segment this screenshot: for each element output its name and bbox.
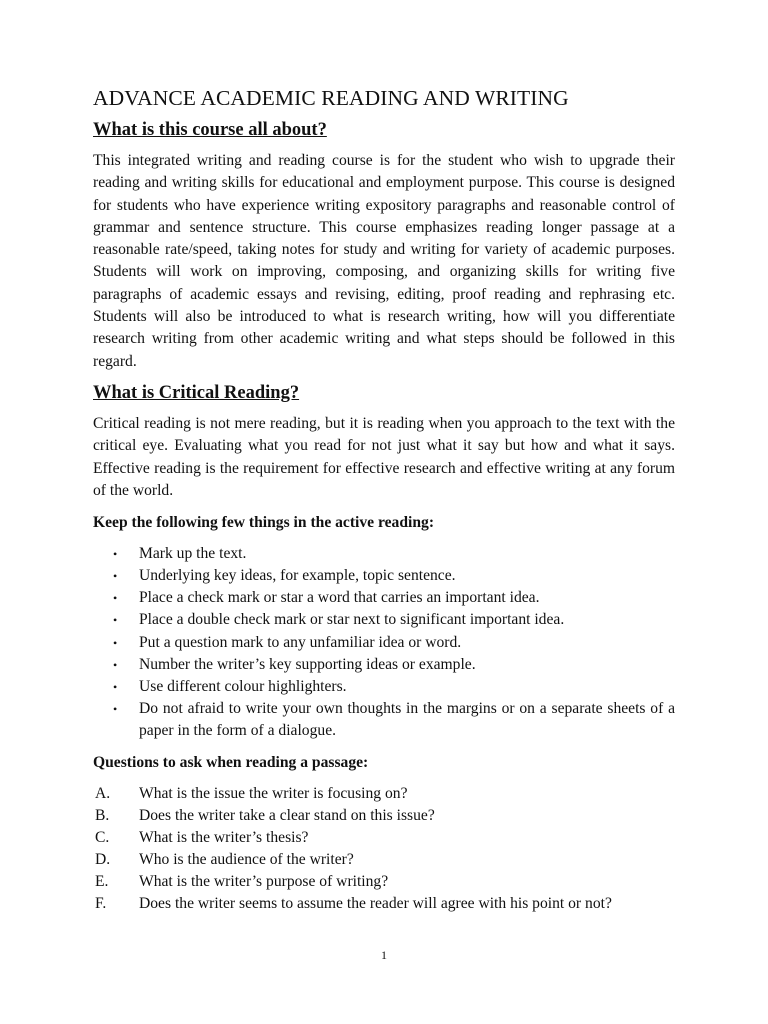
question-label: C. xyxy=(95,829,110,847)
list-item-text: Mark up the text. xyxy=(139,545,247,563)
bullet-icon: • xyxy=(113,679,118,694)
course-description-paragraph: This integrated writing and reading course is for the student who wish to upgrade their reading and writing skills for educational and employment purpose. This course is designed for students who have experience writing expository paragraphs and reasonable control of grammar and sentence structure. This course emphasizes reading longer passage at a reasonable rate/speed, taking notes for study and writing for variety of academic purposes. Students will work on improving, composing, and organizing skills for writing five paragraphs of academic essays and revising, editing, proof reading and rephrasing etc. Students will also be introduced to what is research writing, how will you differentiate research writing from other academic writing and what steps should be followed in this regard. xyxy=(93,152,675,370)
list-item xyxy=(93,698,675,742)
list-item-text: Place a double check mark or star next to significant important idea. xyxy=(139,611,565,629)
list-item-text: Number the writer’s key supporting ideas or example. xyxy=(139,655,476,673)
bullet-icon: • xyxy=(113,569,118,584)
bullet-icon: • xyxy=(113,701,118,716)
list-item xyxy=(93,543,675,565)
question-label: A. xyxy=(95,785,111,802)
list-item xyxy=(93,632,675,654)
question-label: E. xyxy=(95,873,109,891)
bullet-icon: • xyxy=(113,635,118,650)
list-item-text: Do not afraid to write your own thoughts in the margins or on a separate sheets of a paper in the form of a dialogue. xyxy=(139,699,675,739)
list-item xyxy=(93,609,675,631)
bullet-icon: • xyxy=(113,547,118,562)
question-item xyxy=(93,871,675,893)
active-reading-heading: Keep the following few things in the active reading: xyxy=(93,514,435,532)
question-label: F. xyxy=(95,895,107,913)
page-number: 1 xyxy=(381,948,387,962)
critical-reading-paragraph: Critical reading is not mere reading, but it is reading when you approach to the text with the critical eye. Evaluating what you read for not just what it say but how and what it says. Effective reading is the requirement for effective research and effective writing at any forum of the world. xyxy=(93,414,675,499)
document-title: ADVANCE ACADEMIC READING AND WRITING xyxy=(93,86,569,110)
list-item-text: Place a check mark or star a word that carries an important idea. xyxy=(139,589,540,607)
question-text: What is the issue the writer is focusing on? xyxy=(139,785,408,802)
question-text: What is the writer’s thesis? xyxy=(139,829,309,847)
list-item-text: Use different colour highlighters. xyxy=(139,677,347,695)
question-item xyxy=(93,849,675,871)
active-reading-list xyxy=(93,543,675,742)
question-item xyxy=(93,783,675,805)
bullet-icon: • xyxy=(113,613,118,628)
section-heading-critical-reading: What is Critical Reading? xyxy=(93,382,300,403)
page-content xyxy=(93,86,675,916)
question-text: What is the writer’s purpose of writing? xyxy=(139,873,389,891)
question-text: Does the writer seems to assume the reader will agree with his point or not? xyxy=(139,895,612,913)
list-item xyxy=(93,654,675,676)
question-item xyxy=(93,893,675,915)
bullet-icon: • xyxy=(113,657,118,672)
question-label: D. xyxy=(95,851,111,869)
list-item xyxy=(93,587,675,609)
question-text: Who is the audience of the writer? xyxy=(139,851,354,869)
questions-heading: Questions to ask when reading a passage: xyxy=(93,754,369,771)
list-item-text: Put a question mark to any unfamiliar idea or word. xyxy=(139,633,462,651)
list-item xyxy=(93,676,675,698)
section-heading-course: What is this course all about? xyxy=(93,120,327,140)
question-label: B. xyxy=(95,807,110,825)
question-text: Does the writer take a clear stand on this issue? xyxy=(139,807,435,825)
question-item xyxy=(93,827,675,849)
question-item xyxy=(93,805,675,827)
questions-list xyxy=(93,783,675,916)
list-item xyxy=(93,565,675,587)
bullet-icon: • xyxy=(113,591,118,606)
list-item-text: Underlying key ideas, for example, topic sentence. xyxy=(139,567,456,585)
